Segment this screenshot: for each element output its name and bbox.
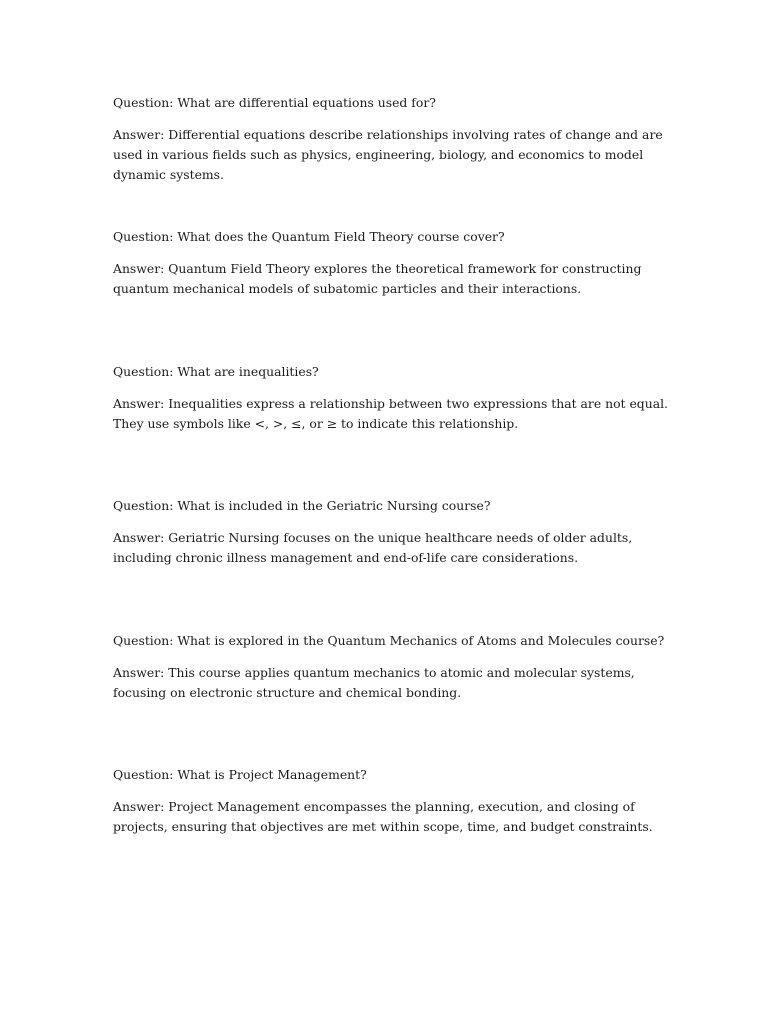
qa-list — [113, 93, 673, 899]
question-text: Question: What is explored in the Quantum Mechanics of Atoms and Molecules course? — [113, 632, 665, 648]
qa-item — [113, 93, 673, 227]
question-text: Question: What are differential equations used for? — [113, 95, 436, 110]
answer-text: Answer: Inequalities express a relationship between two expressions that are not equal. They use symbols like <, >, ≤, or ≥ to indicate this relationship. — [113, 395, 668, 431]
qa-item — [113, 362, 673, 496]
answer-text: Answer: Differential equations describe relationships involving rates of change and are used in various fields such as physics, engineering, biology, and economics to model dynamic systems. — [113, 127, 663, 182]
question-text: Question: What is included in the Geriatric Nursing course? — [113, 498, 491, 514]
answer-text: Answer: Quantum Field Theory explores the theoretical framework for constructing quantum mechanical models of subatomic particles and their interactions. — [113, 261, 642, 297]
qa-item — [113, 227, 673, 361]
question-text: Question: What is Project Management? — [113, 766, 367, 782]
answer-text: Answer: Geriatric Nursing focuses on the unique healthcare needs of older adults, including chronic illness management and end-of-life care considerations. — [113, 530, 633, 566]
qa-item — [113, 765, 673, 899]
qa-item — [113, 496, 673, 630]
answer-text: Answer: Project Management encompasses the planning, execution, and closing of projects, ensuring that objectives are met within scope, time, and budget constraints. — [113, 798, 653, 834]
question-text: Question: What does the Quantum Field Theory course cover? — [113, 229, 505, 245]
answer-text: Answer: This course applies quantum mechanics to atomic and molecular systems, focusing on electronic structure and chemical bonding. — [113, 664, 635, 700]
qa-item — [113, 631, 673, 765]
question-text: Question: What are inequalities? — [113, 363, 319, 379]
